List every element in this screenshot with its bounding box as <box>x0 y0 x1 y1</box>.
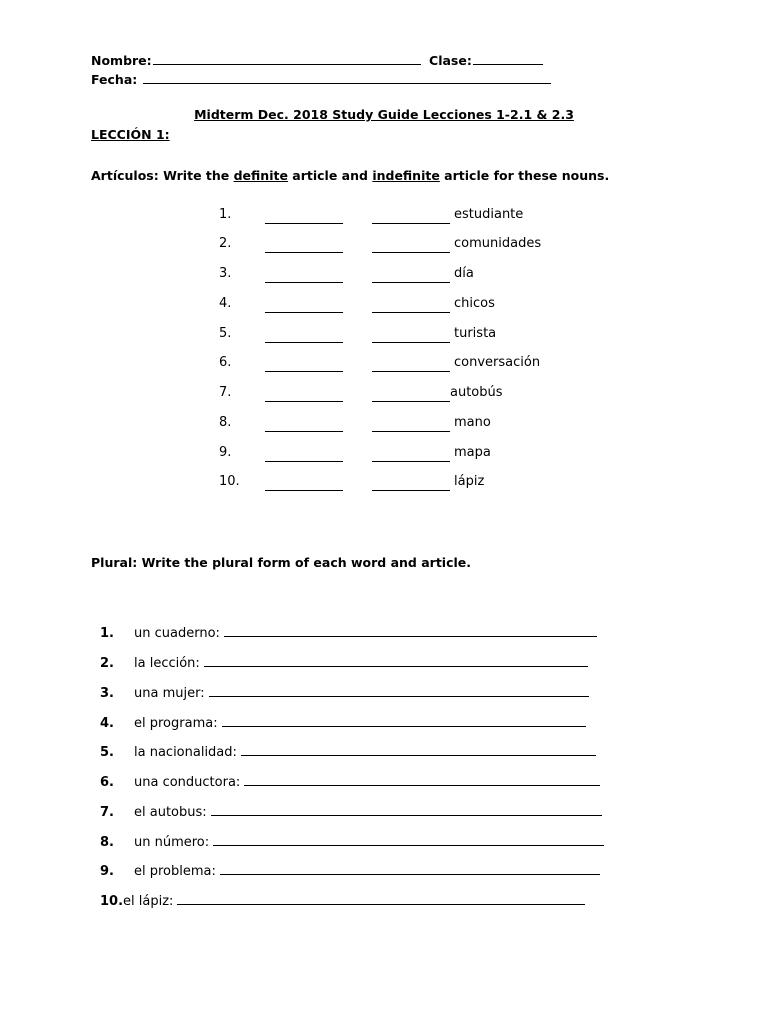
noun: mapa <box>454 445 491 460</box>
noun: conversación <box>454 355 541 370</box>
singular-word: una conductora: <box>134 775 241 790</box>
item-number: 5. <box>219 326 232 341</box>
plural-answer-blank[interactable] <box>222 712 586 727</box>
plural-answer-blank[interactable] <box>211 801 602 816</box>
noun: autobús <box>450 385 503 400</box>
noun: estudiante <box>454 207 524 222</box>
indefinite-article-blank[interactable] <box>372 238 450 253</box>
item-number: 6. <box>219 355 232 370</box>
definite-article-blank[interactable] <box>265 328 343 343</box>
plural-item <box>100 771 600 791</box>
definite-article-blank[interactable] <box>265 268 343 283</box>
nombre-row <box>91 50 543 68</box>
item-number: 1. <box>100 626 114 641</box>
singular-word: el autobus: <box>134 805 207 820</box>
plural-answer-blank[interactable] <box>220 860 600 875</box>
plural-item <box>100 712 586 732</box>
indefinite-article-blank[interactable] <box>372 417 450 432</box>
plural-answer-blank[interactable] <box>213 831 604 846</box>
singular-word: un número: <box>134 835 210 850</box>
plural-answer-blank[interactable] <box>241 741 596 756</box>
definite-article-blank[interactable] <box>265 209 343 224</box>
nombre-label: Nombre: <box>91 53 152 68</box>
indefinite-article-blank[interactable] <box>372 476 450 491</box>
singular-word: una mujer: <box>134 686 205 701</box>
item-number: 7. <box>100 805 114 820</box>
definite-article-blank[interactable] <box>265 387 343 402</box>
plural-item <box>100 741 596 761</box>
item-number: 8. <box>100 835 114 850</box>
item-number: 4. <box>219 296 232 311</box>
indefinite-article-blank[interactable] <box>372 209 450 224</box>
item-number: 8. <box>219 415 232 430</box>
definite-article-blank[interactable] <box>265 417 343 432</box>
item-number: 2. <box>100 656 114 671</box>
item-number: 3. <box>100 686 114 701</box>
item-number: 10. <box>100 894 124 909</box>
nombre-blank[interactable] <box>153 50 421 65</box>
fecha-blank[interactable] <box>143 69 551 84</box>
item-number: 2. <box>219 236 232 251</box>
noun: día <box>454 266 474 281</box>
definite-article-blank[interactable] <box>265 298 343 313</box>
singular-word: el problema: <box>134 864 216 879</box>
noun: comunidades <box>454 236 542 251</box>
indefinite-article-blank[interactable] <box>372 268 450 283</box>
articulos-instruction: Artículos: Write the definite article and indefinite article for these nouns. <box>91 168 610 183</box>
indefinite-article-blank[interactable] <box>372 328 450 343</box>
item-number: 6. <box>100 775 114 790</box>
plural-item <box>100 622 597 642</box>
singular-word: la lección: <box>134 656 200 671</box>
plural-item <box>100 890 585 910</box>
clase-blank[interactable] <box>473 50 543 65</box>
noun: chicos <box>454 296 495 311</box>
fecha-label: Fecha: <box>91 72 138 87</box>
indefinite-article-blank[interactable] <box>372 387 450 402</box>
item-number: 5. <box>100 745 114 760</box>
item-number: 1. <box>219 207 232 222</box>
definite-word: definite <box>233 168 288 183</box>
singular-word: el lápiz: <box>123 894 174 909</box>
plural-answer-blank[interactable] <box>209 682 589 697</box>
fecha-row <box>91 69 551 87</box>
indefinite-article-blank[interactable] <box>372 298 450 313</box>
item-number: 9. <box>100 864 114 879</box>
plural-item <box>100 860 600 880</box>
singular-word: un cuaderno: <box>134 626 220 641</box>
noun: lápiz <box>454 474 485 489</box>
plural-item <box>100 652 588 672</box>
plural-item <box>100 831 604 851</box>
item-number: 3. <box>219 266 232 281</box>
noun: turista <box>454 326 497 341</box>
plural-instruction: Plural: Write the plural form of each word and article. <box>91 555 472 570</box>
plural-answer-blank[interactable] <box>177 890 585 905</box>
singular-word: la nacionalidad: <box>134 745 237 760</box>
indefinite-word: indefinite <box>372 168 440 183</box>
item-number: 4. <box>100 716 114 731</box>
noun: mano <box>454 415 491 430</box>
plural-item <box>100 801 602 821</box>
plural-item <box>100 682 589 702</box>
plural-answer-blank[interactable] <box>204 652 588 667</box>
clase-label: Clase: <box>429 53 472 68</box>
definite-article-blank[interactable] <box>265 238 343 253</box>
page-title: Midterm Dec. 2018 Study Guide Lecciones 1-2.1 & 2.3 <box>194 107 574 122</box>
item-number: 7. <box>219 385 232 400</box>
indefinite-article-blank[interactable] <box>372 447 450 462</box>
item-number: 9. <box>219 445 232 460</box>
indefinite-article-blank[interactable] <box>372 357 450 372</box>
plural-answer-blank[interactable] <box>224 622 597 637</box>
item-number: 10. <box>219 474 240 489</box>
definite-article-blank[interactable] <box>265 357 343 372</box>
plural-answer-blank[interactable] <box>244 771 600 786</box>
singular-word: el programa: <box>134 716 218 731</box>
definite-article-blank[interactable] <box>265 476 343 491</box>
definite-article-blank[interactable] <box>265 447 343 462</box>
leccion-heading: LECCIÓN 1: <box>91 127 170 142</box>
